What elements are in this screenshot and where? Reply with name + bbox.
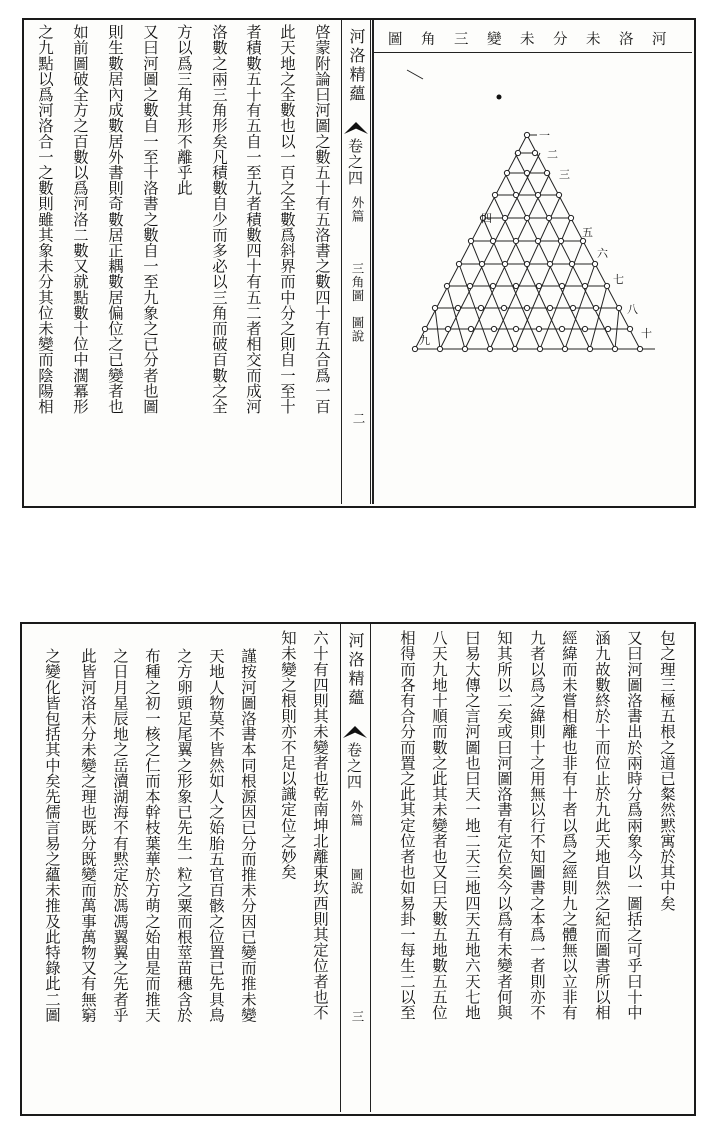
text-column: 者積數五十有五自一至九者積數四十有五二者相交而成河 <box>244 24 262 414</box>
text-column: 則生數居內成數居外書則奇數居正耦數居偏位之已變者也 <box>106 24 124 414</box>
section-label: 外篇 <box>350 196 365 223</box>
text-column: 又曰河圖之數自一至十洛書之數自一至九象之已分者也圖 <box>141 24 159 414</box>
text-column: 涵九故數終於十而位止於九此天地自然之紀而圖書所以相 <box>593 630 611 1020</box>
diagram-title-char: 角 <box>421 32 436 48</box>
diagram-number: 十 <box>641 327 652 340</box>
top-page <box>0 0 715 520</box>
text-column: 洛數之兩三角形矣凡積數自少而多必以三角而破百數之全 <box>210 24 228 414</box>
banner-rule-left <box>341 20 342 504</box>
diagram-title-char: 未 <box>520 32 535 48</box>
text-column: 經緯而未嘗相離也非有十者以爲之經則九之體無以立非有 <box>560 630 578 1020</box>
topic-label: 圖說 <box>349 868 364 895</box>
triangle-diagram <box>375 55 690 505</box>
book-title: 河洛精蘊 <box>346 632 365 708</box>
text-column: 方以爲三角其形不離乎此 <box>175 24 193 196</box>
text-column: 九者以爲之緯則十之用無以行不知圖書之本爲一者則亦不 <box>528 630 546 1020</box>
text-column: 此天地之全數也以一百之全數爲斜界而中分之則自一至十 <box>278 24 296 414</box>
text-column: 布種之初一核之仁而本幹枝葉華於方萌之始由是而推天 <box>143 648 161 1023</box>
diagram-title-char: 變 <box>487 32 502 48</box>
text-column: 相得而各有合分而置之此其定位者也如易卦一每生二以至 <box>398 630 416 1020</box>
text-column: 又曰河圖洛書出於兩時分爲兩象今以一圖括之可乎曰十中 <box>625 630 643 1020</box>
text-column: 曰易大傳之言河圖也曰天一地二天三地四天五地六天七地 <box>463 630 481 1020</box>
diagram-title-char: 分 <box>553 32 568 48</box>
text-column: 知未變之根則亦不足以識定位之妙矣 <box>279 630 297 880</box>
text-column: 包之理三極五根之道已粲然黙寓於其中矣 <box>658 630 676 911</box>
diagram-number: 八 <box>627 303 638 316</box>
diagram-dot <box>497 95 502 100</box>
page-number: 二 <box>351 412 366 426</box>
text-column: 六十有四則其未變者也乾南坤北離東坎西則其定位者也不 <box>311 630 329 1020</box>
diagram-title-char: 河 <box>652 32 667 48</box>
diagram-number: 二 <box>547 148 558 161</box>
diagram-title-char: 三 <box>454 32 469 48</box>
text-column: 謹按河圖洛書本同根源因已分而推未分因已變而推未變 <box>239 648 257 1023</box>
diagram-title-rule <box>374 52 692 53</box>
diagram-title-char: 未 <box>586 32 601 48</box>
section-label: 外篇 <box>349 800 364 827</box>
book-title: 河洛精蘊 <box>347 28 366 104</box>
diagram-number: 五 <box>582 226 593 239</box>
diagram-number: 四 <box>481 212 492 225</box>
text-column: 之變化皆包括其中矣先儒言易之蘊未推及此特錄此二圖 <box>43 648 61 1023</box>
text-column: 之日月星辰地之岳瀆湖海不有黙定於馮馮翼翼之先者乎 <box>111 648 129 1023</box>
text-column: 此皆河洛未分未變之理也既分既變而萬事萬物又有無窮 <box>79 648 97 1023</box>
diagram-number: 一 <box>539 129 550 142</box>
diagram-title-char: 圖 <box>388 32 403 48</box>
diagram-number: 七 <box>613 273 624 286</box>
banner-rule-right <box>370 624 371 1112</box>
volume-label: 卷之四 <box>345 742 363 790</box>
text-column: 知其所以二矣或曰河圖洛書有定位矣今以爲有未變者何與 <box>495 630 513 1020</box>
text-column: 之九點以爲河洛合一之數則雖其象未分其位未變而陰陽相 <box>36 24 54 414</box>
text-column: 啓蒙附論曰河圖之數五十有五洛書之數四十有五合爲一百 <box>313 24 331 414</box>
diagram-number: 六 <box>597 247 608 260</box>
diagram-number: 三 <box>559 168 570 181</box>
text-column: 如前圖破全方之百數以爲河洛二數又就點數十位中濶冪形 <box>71 24 89 414</box>
topic-label: 三角圖 圖說 <box>350 262 365 343</box>
diagram-number: 九 <box>419 334 430 347</box>
volume-label: 卷之四 <box>346 138 364 186</box>
diagram-title-char: 洛 <box>619 32 634 48</box>
text-column: 之方卵頭足尾翼之形象已先生一粒之粟而根莖苗穗含於 <box>175 648 193 1023</box>
bottom-page <box>0 600 715 1122</box>
text-column: 八天九地十順而數之此其未變者也又曰天數五地數五五位 <box>430 630 448 1020</box>
diagram-divider <box>372 20 374 504</box>
page-number: 三 <box>350 1010 365 1024</box>
banner-rule-left <box>340 624 341 1112</box>
banner-rule-right <box>370 20 371 504</box>
text-column: 天地人物莫不皆然如人之始胎五官百骸之位置已先具鳥 <box>207 648 225 1023</box>
